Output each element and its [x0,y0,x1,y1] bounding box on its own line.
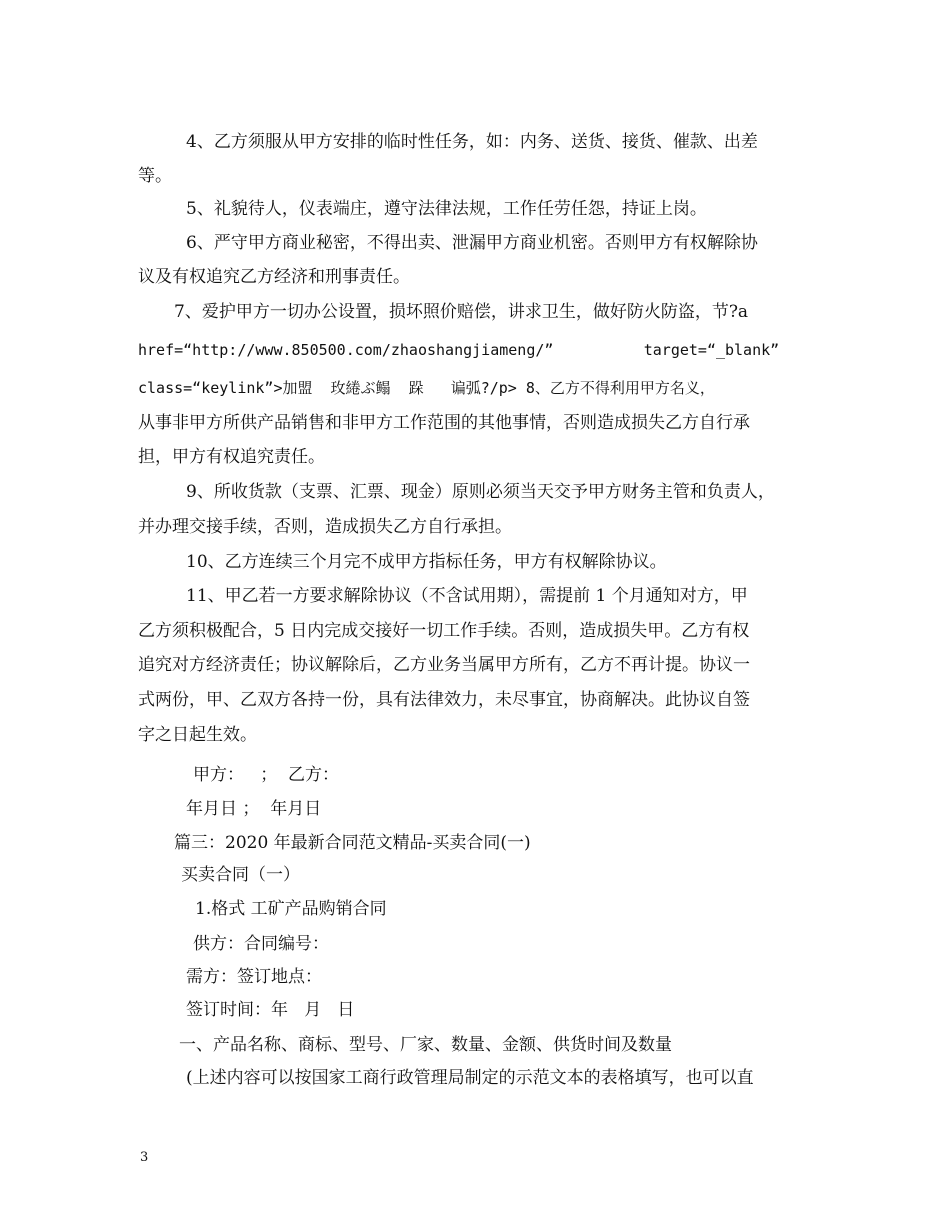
text-line: 篇三：2020 年最新合同范文精品-买卖合同(一) [174,833,531,853]
text-line: 买卖合同（一） [181,865,300,885]
text-line: 式两份，甲、乙双方各持一份，具有法律效力，未尽事宜，协商解决。此协议自签 [138,690,750,710]
text-line: 9、所收货款（支票、汇票、现金）原则必须当天交予甲方财务主管和负责人， [186,482,775,502]
text-line: 签订时间：年 月 日 [186,1000,355,1020]
text-line: 7、爱护甲方一切办公设置，损坏照价赔偿，讲求卫生，做好防火防盗，节?a [174,302,749,322]
text-line: 议及有权追究乙方经济和刑事责任。 [138,267,410,287]
text-line: 担，甲方有权追究责任。 [138,447,325,467]
text-line: 1.格式 工矿产品购销合同 [195,899,387,919]
text-line: 从事非甲方所供产品销售和非甲方工作范围的其他事情，否则造成损失乙方自行承 [138,413,750,433]
text-line: 需方：签订地点： [186,967,322,987]
text-line: 追究对方经济责任；协议解除后，乙方业务当属甲方所有，乙方不再计提。协议一 [138,655,750,675]
text-line: 年月日 ； 年月日 [186,799,322,819]
text-line: 供方：合同编号： [193,934,329,954]
text-line: 4、乙方须服从甲方安排的临时性任务，如：内务、送货、接货、催款、出差 [186,132,758,152]
text-line: class=“keylink”>加盟 玫綣ぶ鳎 跺 谝弧?/p> 8、乙方不得利用甲方名义， [138,379,715,397]
text-line: 11、甲乙若一方要求解除协议（不含试用期），需提前 1 个月通知对方，甲 [186,586,748,606]
text-line: 甲方： ； 乙方： [193,765,340,785]
text-line: 等。 [138,166,172,186]
text-line: 乙方须积极配合，5 日内完成交接好一切工作手续。否则，造成损失甲。乙方有权 [138,621,750,641]
text-line: href=“http://www.850500.com/zhaoshangjiameng/” target=“_blank” [138,341,780,359]
text-line: 5、礼貌待人，仪表端庄，遵守法律法规，工作任劳任怨，持证上岗。 [186,199,707,219]
text-line: 一、产品名称、商标、型号、厂家、数量、金额、供货时间及数量 [179,1035,672,1055]
text-line: 6、严守甲方商业秘密，不得出卖、泄漏甲方商业机密。否则甲方有权解除协 [186,233,758,253]
text-line: 10、乙方连续三个月完不成甲方指标任务，甲方有权解除协议。 [186,552,667,572]
text-line: 字之日起生效。 [138,725,257,745]
text-line: (上述内容可以按国家工商行政管理局制定的示范文本的表格填写，也可以直 [186,1068,754,1088]
text-line: 并办理交接手续，否则，造成损失乙方自行承担。 [138,517,512,537]
page-number: 3 [140,1150,149,1165]
